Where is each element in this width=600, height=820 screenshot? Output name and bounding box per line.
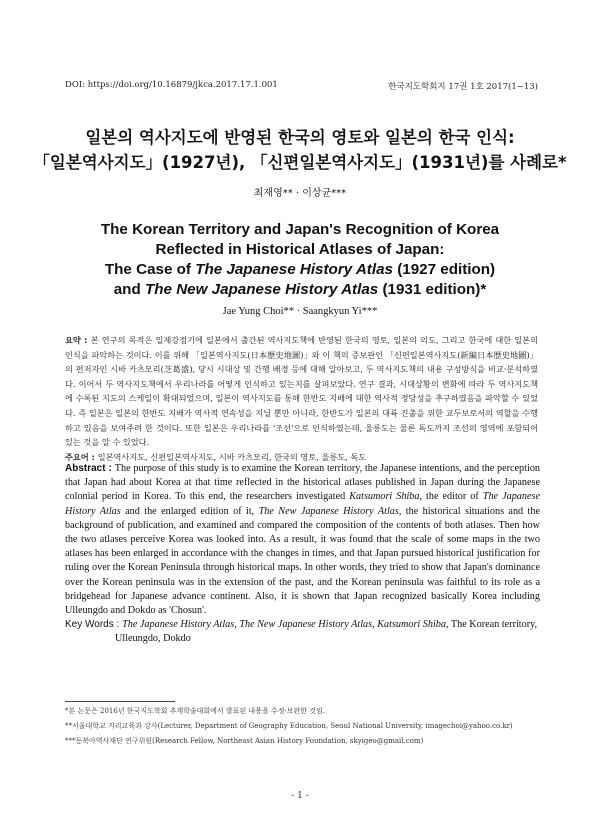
korean-authors: 최재영** · 이상균*** [253,188,347,199]
keyword-italic: The Japanese History Atlas [122,619,235,631]
page-number: - 1 - [291,791,309,801]
journal-citation: 한국지도학회지 17권 1호 2017(1~13) [388,82,538,92]
title-text: (1927 edition) [392,261,496,278]
english-title-line-1: The Korean Territory and Japan's Recognition of Korea [100,221,500,238]
korean-title [0,125,600,175]
korean-abstract [65,333,538,464]
keyword-italic: The New Japanese History Atlas [239,619,373,631]
footnotes [65,704,540,749]
keyword-text: , The Korean territory, [446,619,538,631]
running-header [65,80,538,92]
english-abstract-body [65,462,540,618]
korean-abstract-text: 본 연구의 목적은 일제강점기에 일본에서 출간된 역사지도책에 반영된 한국의 영토, 일본의 의도, 그리고 한국에 대한 일본의 인식을 파악하는 것이다. 이를 위해 「일본역사지도(日本歷史地圖)」와 이 책의 증보판인 「신편일본역사지도(新編日本歷史地圖)」의 편저자인 시바 카츠모리(芝葛盛), 당시 시대상 및 간행 배경 등에 대해 알아보고, 두 역사지도책의 내용 구성방식을 비교·분석하였다. 이어서 두 역사지도책에서 우리나라를 어떻게 인식하고 있는지를 살펴보았다. 연구 결과, 시대상황의 변화에 따라 두 역사지도책에 수록된 지도의 스케일이 확대되었으며, 일본이 역사지도를 통해 한반도 지배에 대한 역사적 정당성을 추구하였음을 파악할 수 있었다. 즉 일본은 일본의 한반도 지배가 역사적 연속성을 지닐 뿐만 아니라, 한반도가 일본의 대륙 진출을 위한 교두보로서의 역할을 수행하고 있음을 보여주려 한 것이다. 또한 일본은 우리나라를 '조선'으로 인식하였는데, 울릉도는 물론 독도까지 조선의 영역에 포함되어 있는 것을 알 수 있었다. [65,335,538,448]
footnote-2: **서울대학교 지리교육과 강사(Lecturer, Department of Geography Education, Seoul National University, imagechoi@yahoo.co.kr) [65,722,513,730]
korean-title-line-1: 일본의 역사지도에 반영된 한국의 영토와 일본의 한국 인식: [85,128,515,147]
abstract-italic: The New Japanese History Atlas [258,505,399,517]
english-authors: Jae Yung Choi** · Saangkyun Yi*** [222,306,378,317]
english-keywords-label: Key Words : [65,619,123,631]
abstract-italic: The Japanese History Atlas [65,491,540,517]
english-title-line-4 [0,280,600,300]
korean-keywords-label: 주요어 : [65,451,98,462]
footnote-divider [65,701,175,702]
keyword-italic: Katsumori Shiba [377,619,446,631]
english-title-line-3 [0,260,600,280]
abstract-text: The purpose of this study is to examine the Korean territory, the Japanese intentions, and the perception that Japan had about Korea at that time reflected in the historical atlases published in Japan during the Japanese colonial period in Korea. To this end, the researchers investigated [65,463,541,503]
abstract-italic: Katsumori Shiba [349,491,420,503]
atlas-title-italic: The Japanese History Atlas [195,261,393,278]
korean-keywords-text: 일본역사지도, 신편일본역사지도, 시바 카츠모리, 한국의 영토, 울릉도, 독도 [97,451,367,462]
english-abstract-label: Abstract : [65,463,115,474]
keyword-text: Ulleungdo, Dokdo [115,633,191,645]
english-title-line-2: Reflected in Historical Atlases of Japan: [155,241,445,258]
abstract-text: and the enlarged edition of it, [120,505,259,517]
title-text: and [113,281,145,298]
abstract-text: , the historical situations and the background of publication, and examined and compared the composition of the contents of both atlases. Then how the two atlases perceive Korea was looked into. As a result, it was found that the scale of some maps in the two atlases has been enlarged in accordance with the changes in times, and that Japan pursued historical justification for ruling over the Korean Peninsula through historical maps. In other words, they tried to show that Japan's dominance over the Korean peninsula was in the extension of the past, and the Korean peninsula was faithful to its role as a bridgehead for Japanese advance continent. Also, it is shown that Japan recognized basically Korea including Ulleungdo and Dokdo as 'Chosun'. [65,505,540,617]
english-title [0,220,600,300]
keyword-separator: , [234,619,240,631]
abstract-text: , the editor of [419,491,483,503]
keyword-separator: , [372,619,378,631]
footnote-3: ***동북아역사재단 연구위원(Research Fellow, Northeast Asian History Foundation, skyigeo@gmail.com) [65,737,424,745]
footnote-1: *본 논문은 2016년 한국지도학회 추계학술대회에서 발표된 내용을 수정·보완한 것임. [65,707,325,715]
title-text: (1931 edition)* [378,281,487,298]
korean-abstract-label: 요약 : [65,335,91,345]
korean-title-line-2: 「일본역사지도」(1927년), 「신편일본역사지도」(1931년)를 사례로* [33,153,567,172]
doi-text: DOI: https://doi.org/10.16879/jkca.2017.17.1.001 [65,80,278,90]
title-text: The Case of [104,261,196,278]
english-keywords [65,618,540,646]
atlas-title-italic: The New Japanese History Atlas [144,281,379,298]
english-abstract [65,462,540,647]
